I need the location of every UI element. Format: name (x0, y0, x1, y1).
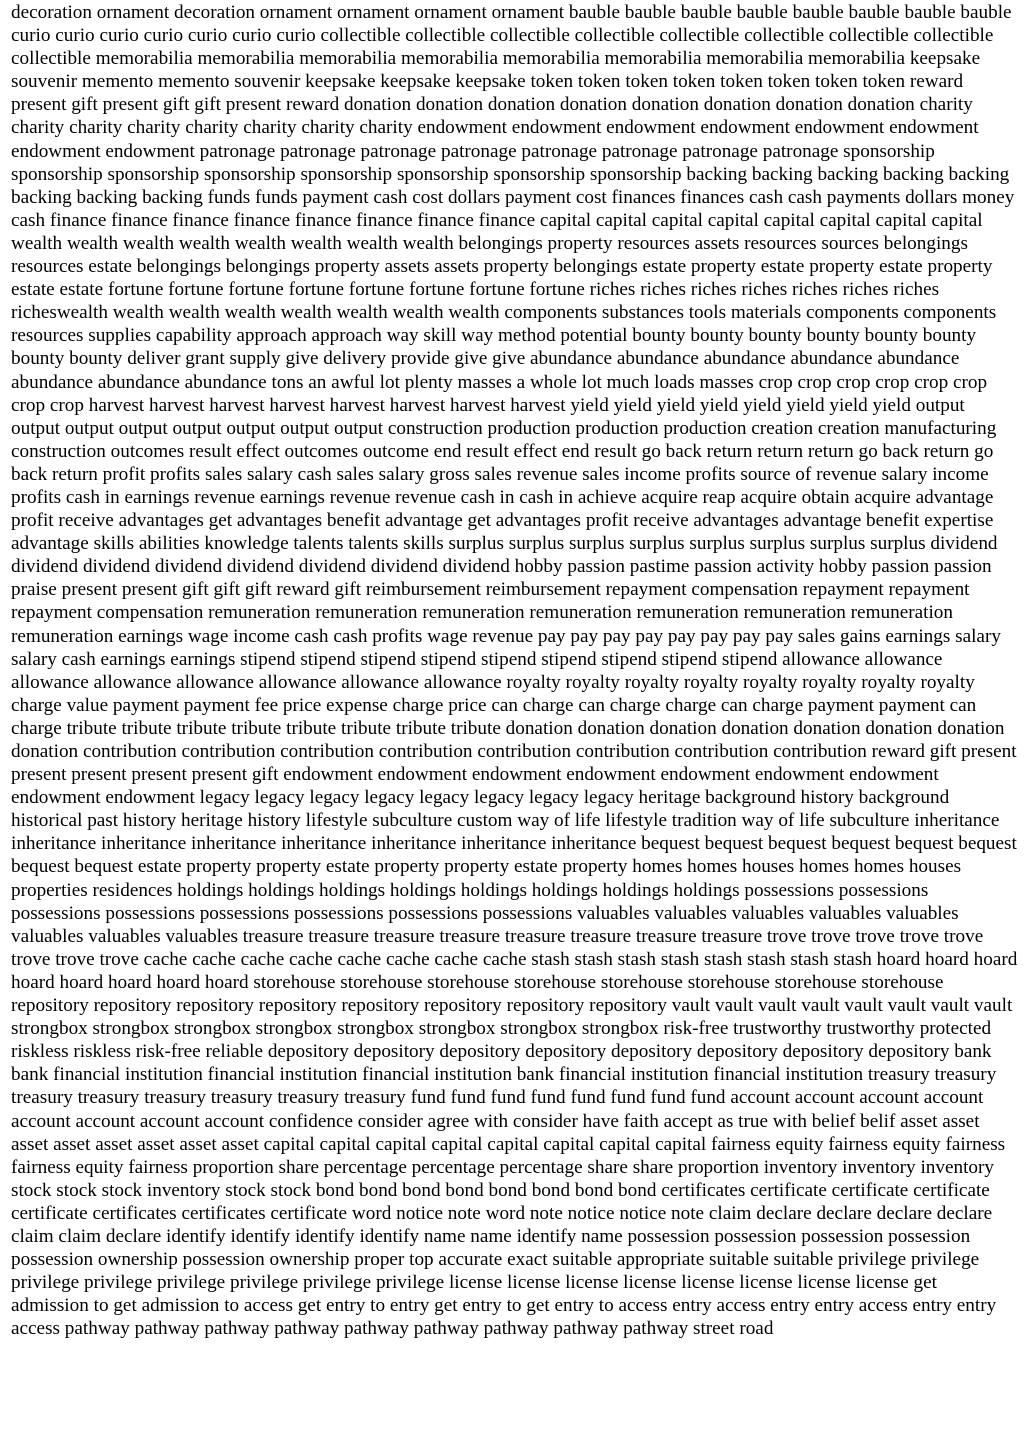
text-line: collectible collectible collectible collectible memorabilia memorabilia memorabilia memorabilia memorabilia memorabilia (11, 25, 994, 70)
text-line: holdings holdings holdings holdings holdings holdings holdings holdings possessions possessions possessions (11, 879, 929, 924)
text-line: loads masses crop crop crop crop crop crop crop crop harvest harvest harvest harvest harvest harvest harvest harvest (11, 371, 988, 416)
word-list-text (11, 1, 1018, 1340)
text-line: payment cash cost dollars payment cost finances finances cash cash payments dollars money cash finance finance (11, 186, 1015, 231)
text-line: share percentage percentage percentage share share proportion inventory inventory inventory stock stock stock inventory (11, 1156, 994, 1201)
text-line: wealth wealth wealth wealth wealth wealth belongings property resources assets resources sources belongings resources (11, 232, 968, 278)
text-line: advantages benefit advantage get advantages profit receive advantages advantage benefit expertise advantage skills (11, 510, 994, 555)
text-line: richeswealth wealth wealth wealth wealth wealth wealth wealth components substances tools materials components (11, 302, 904, 324)
text-line: depository depository depository depository bank bank financial institution financial institution financial institution bank (11, 1041, 992, 1086)
text-line: financial institution financial institution treasury treasury treasury treasury treasury treasury treasury treasury fund fund (11, 1064, 997, 1109)
text-line: allowance allowance allowance allowance allowance allowance allowance allowance royalty royalty royalty royalty (11, 648, 943, 693)
text-line: storehouse storehouse repository repository repository repository repository repository repository repository vault vault (11, 971, 944, 1017)
text-line: donation donation donation donation donation charity charity charity charity charity charity charity charity endowment (11, 94, 973, 139)
text-line: trove trove trove cache cache cache cache cache cache cache cache stash stash stash stash stash stash stash stash hoard (11, 948, 926, 970)
text-line: gains earnings salary salary cash earnings earnings stipend stipend stipend stipend stipend stipend stipend stipend stipend (11, 625, 1001, 670)
text-line: hoard hoard hoard hoard hoard hoard hoard storehouse storehouse storehouse storehouse storehouse storehouse (11, 948, 1018, 993)
text-line: custom way of life lifestyle tradition way of life subculture inheritance inheritance inheritance inheritance inheritance (11, 810, 1000, 855)
text-line: bounty bounty bounty bounty bounty deliver grant supply give delivery provide give give abundance abundance (11, 325, 977, 370)
text-line: endowment endowment endowment endowment endowment endowment endowment endowment legacy legacy legacy legacy legacy (11, 764, 939, 809)
text-line: possessions possessions possessions possessions possessions valuables valuables valuables valuables valuables valuables (11, 902, 959, 947)
text-line: fund fund fund fund fund fund account account account account account account account account confidence consider (11, 1087, 984, 1132)
text-line: abilities knowledge talents talents skills surplus surplus surplus surplus surplus surplus surplus surplus dividend dividend (11, 533, 998, 578)
text-line: repayment repayment compensation remuneration remuneration remuneration remuneration remuneration remuneration (11, 579, 970, 624)
text-line: inheritance inheritance inheritance bequest bequest bequest bequest bequest bequest bequest bequest estate property (11, 833, 1017, 878)
text-line: possession ownership possession ownership proper top accurate exact suitable appropriate suitable suitable privilege (11, 1249, 911, 1271)
text-line: declare identify identify identify identify name name identify name possession possession possession possession (105, 1225, 971, 1247)
text-line: bauble bauble curio curio curio curio curio curio curio collectible collectible collectible collectible collectible (11, 2, 1012, 47)
text-line: revenue revenue cash in cash in achieve acquire reap acquire obtain acquire advantage profit receive advantages get (11, 486, 994, 532)
text-line: decoration ornament decoration ornament ornament ornament ornament bauble bauble bauble bauble bauble bauble (11, 2, 905, 23)
text-line: vault vault vault vault vault vault strongbox strongbox strongbox strongbox strongbox strongbox strongbox strongbox (11, 995, 1013, 1040)
text-line: end result effect end result go back return return return go back return go back return profit profits sales salary cash sales (11, 440, 994, 485)
text-line: finance finance finance finance finance finance capital capital capital capital capital capital capital capital wealth wealth (11, 209, 983, 254)
text-line: valuables valuables treasure treasure treasure treasure treasure treasure treasure treasure trove trove trove trove trove (88, 925, 984, 947)
text-line: contribution contribution contribution contribution reward gift present present present present present gift endowment (11, 741, 1017, 786)
text-line: stock stock bond bond bond bond bond bond bond bond certificates certificate certificate certificate certificate certificates (11, 1179, 990, 1224)
text-line: abundance abundance abundance abundance abundance abundance tons an awful lot plenty masses a whole lot much (11, 348, 960, 393)
text-line: license get admission to get admission to access get entry to entry get entry to get entry to access entry access entry entry (11, 1272, 937, 1317)
text-line: charge can charge payment payment can charge tribute tribute tribute tribute tribute tribute tribute tribute donation (11, 694, 977, 739)
text-line: donation donation donation donation donation donation donation contribution contribution contribution contribution (11, 717, 1005, 762)
text-line: memorabilia memorabilia keepsake souvenir memento memento souvenir keepsake keepsake keepsake token token (11, 48, 981, 93)
text-line: token token token token token token reward present gift present gift gift present reward donation donation donation (11, 71, 964, 116)
text-line: praise present present gift gift gift reward gift reimbursement reimbursement repayment compensation repayment (11, 579, 889, 601)
text-line: salary gross sales revenue sales income profits source of revenue salary income profits cash in earnings revenue earnings (11, 463, 989, 508)
text-line: access entry entry access pathway pathway pathway pathway pathway pathway pathway pathway pathway street road (11, 1295, 997, 1340)
text-line: patronage patronage patronage patronage patronage sponsorship sponsorship sponsorship sponsorship sponsorship (11, 140, 935, 185)
text-line: estate estate fortune fortune fortune fortune fortune fortune fortune fortune riches riches riches riches riches riches riches (11, 279, 940, 301)
text-line: capital capital capital capital capital capital fairness equity fairness equity fairness fairness equity fairness proportion (11, 1133, 1006, 1178)
text-line: endowment endowment endowment endowment endowment endowment endowment patronage patronage patronage (11, 117, 979, 162)
text-line: legacy legacy legacy heritage background history background historical past history heritage history lifestyle subculture (11, 787, 950, 832)
text-line: privilege privilege privilege privilege privilege privilege privilege license license license license license license license (11, 1249, 980, 1294)
text-line: dividend dividend dividend dividend dividend dividend hobby passion pastime passion activity hobby passion passion (82, 556, 992, 578)
text-line: sponsorship sponsorship sponsorship backing backing backing backing backing backing backing backing funds funds (11, 163, 1010, 208)
text-line: property estate property property estate property homes homes houses homes homes houses properties residences (11, 856, 962, 901)
text-line: production production production creation creation manufacturing construction outcomes result effect outcomes outcome (11, 417, 997, 462)
text-line: royalty royalty royalty royalty charge value payment payment fee price expense charge price can charge can charge (11, 671, 975, 716)
text-line: certificates certificate word notice note word note notice notice note claim declare declare declare declare claim claim (11, 1202, 993, 1247)
text-line: estate belongings belongings property assets assets property belongings estate property estate property estate property (88, 256, 993, 278)
text-line: components resources supplies capability approach approach way skill way method potential bounty bounty bounty (11, 302, 997, 347)
text-line: agree with consider have faith accept as true with belief belif asset asset asset asset asset asset asset asset capital capital (11, 1110, 980, 1155)
text-line: risk-free trustworthy trustworthy protected riskless riskless risk-free reliable depository depository depository depository (11, 1018, 992, 1063)
text-line: remuneration remuneration earnings wage income cash cash profits wage revenue pay pay pay pay pay pay pay pay sales (11, 602, 953, 647)
text-line: yield yield yield yield yield yield yield yield output output output output output output output output construction (11, 394, 965, 439)
